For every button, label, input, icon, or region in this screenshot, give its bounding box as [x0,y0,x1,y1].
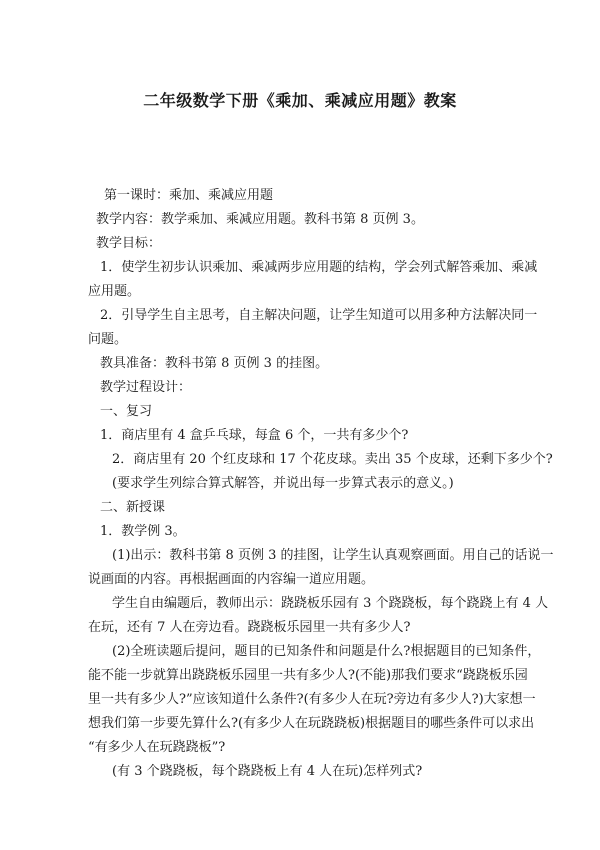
text-line: 2．商店里有 20 个红皮球和 17 个花皮球。卖出 35 个皮球，还剩下多少个? [112,452,553,467]
text-line: 1．商店里有 4 盒乒乓球，每盒 6 个，一共有多少个? [100,428,409,443]
text-line: 教学过程设计： [100,380,192,395]
text-line: “有多少人在玩跷跷板”? [88,740,226,755]
text-line: (2)全班读题后提问，题目的已知条件和问题是什么?根据题目的已知条件， [112,644,541,659]
text-line: 学生自由编题后，教师出示：跷跷板乐园有 3 个跷跷板，每个跷跷上有 4 人 [112,596,549,611]
text-line: (1)出示：教科书第 8 页例 3 的挂图，让学生认真观察画面。用自己的话说一 [112,548,554,563]
text-line: 在玩，还有 7 人在旁边看。跷跷板乐园里一共有多少人? [88,620,411,635]
text-line: 2．引导学生自主思考，自主解决问题，让学生知道可以用多种方法解决同一 [100,308,538,323]
text-line: 里一共有多少人?”应该知道什么条件?(有多少人在玩?旁边有多少人?)大家想一 [88,692,536,707]
text-line: 问题。 [88,332,128,347]
text-line: 1．教学例 3。 [100,524,186,539]
text-line: 教学内容：教学乘加、乘减应用题。教科书第 8 页例 3。 [96,212,424,227]
text-line: 想我们第一步要先算什么?(有多少人在玩跷跷板)根据题目的哪些条件可以求出 [88,716,535,731]
text-line: (有 3 个跷跷板，每个跷跷板上有 4 人在玩)怎样列式? [112,764,423,779]
text-line: 二、新授课 [100,500,166,515]
text-line: 第一课时：乘加、乘减应用题 [104,188,274,203]
text-line: 教学目标： [96,236,162,251]
document-title: 二年级数学下册《乘加、乘减应用题》教案 [143,91,457,110]
text-line: 说画面的内容。再根据画面的内容编一道应用题。 [88,572,375,587]
text-line: 1．使学生初步认识乘加、乘减两步应用题的结构，学会列式解答乘加、乘减 [100,260,538,275]
text-line: (要求学生列综合算式解答，并说出每一步算式表示的意义。) [112,476,454,491]
text-line: 能不能一步就算出跷跷板乐园里一共有多少人?(不能)那我们要求“跷跷板乐园 [88,668,528,683]
text-line: 应用题。 [88,284,141,299]
text-line: 一、复习 [100,404,153,419]
text-line: 教具准备：教科书第 8 页例 3 的挂图。 [100,356,329,371]
